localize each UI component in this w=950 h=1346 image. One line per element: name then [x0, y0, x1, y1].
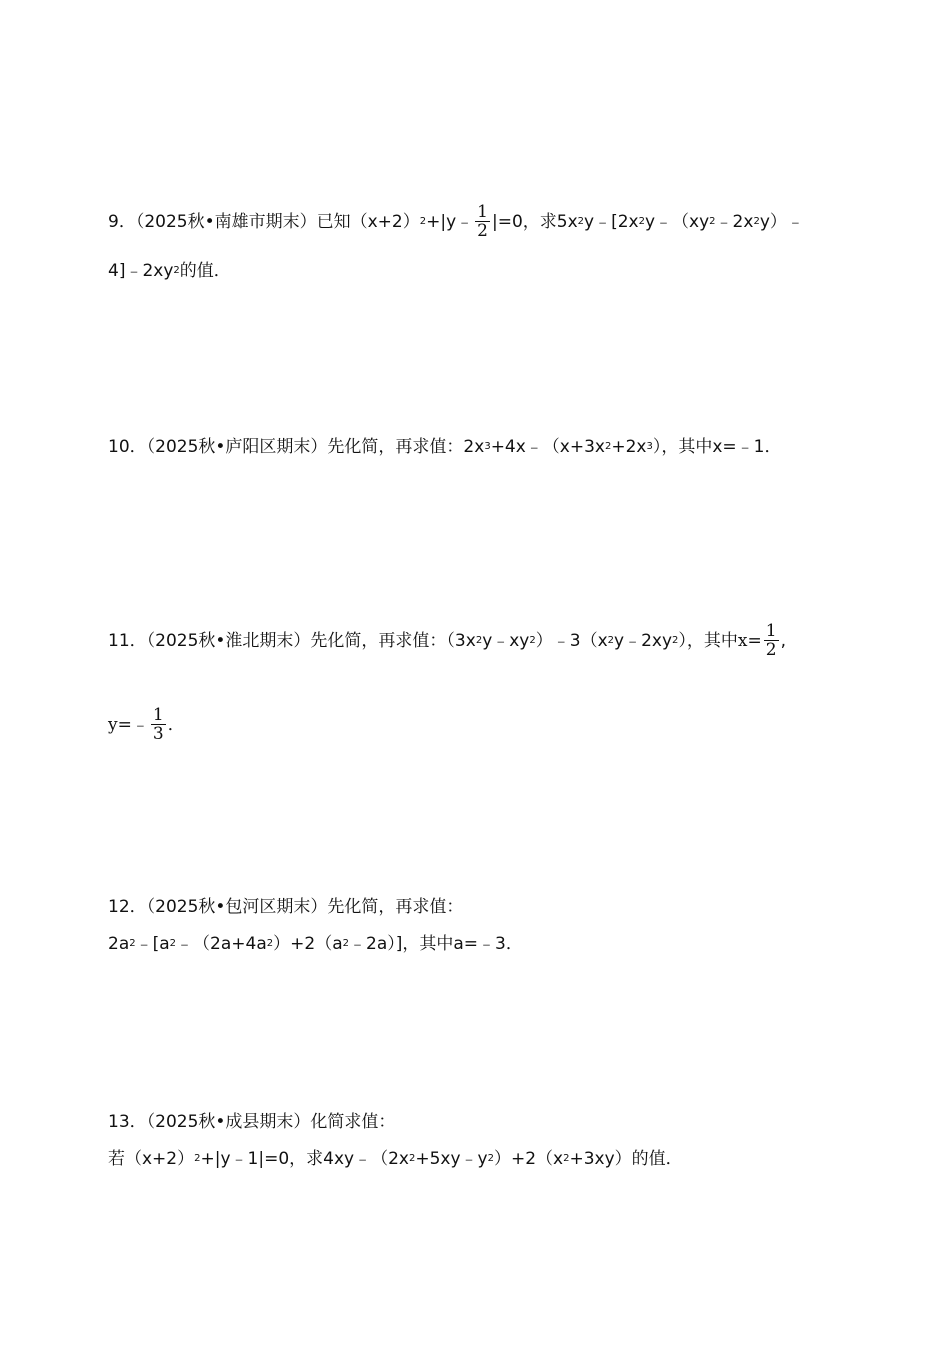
fraction-denominator: 2 — [765, 640, 777, 660]
problem-13-text: +|y﹣1|=0，求4xy﹣（2x — [200, 1149, 409, 1169]
problem-9-line-2: 4]﹣2xy 2 的值． — [108, 261, 231, 281]
problem-9-text: 9．（2025秋•南雄市期末）已知（x+2） — [108, 211, 420, 232]
problem-9-text: ﹣2x — [715, 211, 754, 232]
problem-9-text: y﹣[2x — [584, 211, 639, 232]
problem-11-text: ）﹣3（x — [535, 630, 608, 651]
problem-10-text: +4x﹣（x+3x — [490, 437, 605, 457]
fraction-numerator: 1 — [152, 705, 164, 725]
problem-13-text: +3xy）的值． — [569, 1149, 683, 1169]
problem-9-text: 4]﹣2xy — [108, 261, 174, 281]
problem-12-text: ﹣（2a+4a — [176, 934, 267, 954]
problem-11-line-1: 11．（2025秋•淮北期末）先化简，再求值：（3x 2 y﹣xy 2 ）﹣3（x 2 y﹣2xy 2 ），其中 x= $\frac{1}{2}$ , — [108, 621, 786, 660]
problem-10-text: 10．（2025秋•庐阳区期末）先化简，再求值：2x — [108, 437, 485, 457]
fraction-x-value — [764, 622, 779, 659]
minus-sign: ﹣ — [131, 714, 149, 735]
problem-9-text: y﹣（xy — [644, 211, 710, 232]
problem-11-line-2 — [108, 706, 185, 743]
problem-12-text: ）+2（a — [273, 934, 343, 954]
problem-9-line-1: 9．（2025秋•南雄市期末）已知（x+2） 2 +|y﹣ $\frac{1}{2}$ |=0，求5x 2 y﹣[2x 2 y﹣（xy 2 ﹣2x 2 y）﹣ — [108, 202, 804, 241]
comma: , — [780, 630, 786, 651]
fraction-denominator: 2 — [477, 221, 488, 241]
problem-11-text: y﹣xy — [482, 630, 530, 651]
problem-10-text: +2x — [611, 437, 647, 457]
problem-9-text: 的值． — [179, 261, 231, 281]
problem-13-line-2: 若（x+2） 2 +|y﹣1|=0，求4xy﹣（2x 2 +5xy﹣y 2 ）+2（x 2 +3xy）的值． — [108, 1149, 683, 1169]
problem-12-text: 2a — [108, 934, 130, 954]
problem-12-text: 12．（2025秋•包河区期末）先化简，再求值： — [108, 897, 464, 917]
problem-12-text: ﹣2a）]，其中a=﹣3． — [349, 934, 523, 954]
period: ． — [167, 714, 185, 735]
fraction-one-half — [475, 203, 490, 240]
fraction-numerator: 1 — [477, 202, 488, 222]
problem-12-line-2: 2a 2 ﹣[a 2 ﹣（2a+4a 2 ）+2（a 2 ﹣2a）]，其中a=﹣3． — [108, 934, 523, 954]
problem-11-text: y﹣2xy — [614, 630, 673, 651]
problem-9-text: +|y﹣ — [426, 211, 474, 232]
problem-11-text: ），其中 — [678, 630, 738, 651]
fraction-denominator: 3 — [152, 724, 164, 744]
problem-13-text: +5xy﹣y — [415, 1149, 488, 1169]
y-equals: y= — [108, 714, 132, 735]
problem-10-line-1: 10．（2025秋•庐阳区期末）先化简，再求值：2x 3 +4x﹣（x+3x 2 +2x 3 ），其中x=﹣1． — [108, 437, 782, 457]
problem-10-text: ），其中x=﹣1． — [652, 437, 782, 457]
problem-9-text: |=0，求5x — [491, 211, 578, 232]
x-equals: x= — [737, 630, 762, 651]
problem-13-text: 若（x+2） — [108, 1149, 195, 1169]
problem-11-text: 11．（2025秋•淮北期末）先化简，再求值：（3x — [108, 630, 476, 651]
problem-9-text: y）﹣ — [759, 211, 804, 232]
fraction-numerator: 1 — [765, 621, 777, 641]
problem-13-text: ）+2（x — [493, 1149, 564, 1169]
problem-12-line-1 — [108, 895, 463, 919]
fraction-y-value — [151, 706, 166, 743]
problem-13-text: 13．（2025秋•成县期末）化简求值： — [108, 1112, 396, 1132]
problem-12-text: ﹣[a — [135, 934, 170, 954]
problem-13-line-1 — [108, 1110, 395, 1134]
